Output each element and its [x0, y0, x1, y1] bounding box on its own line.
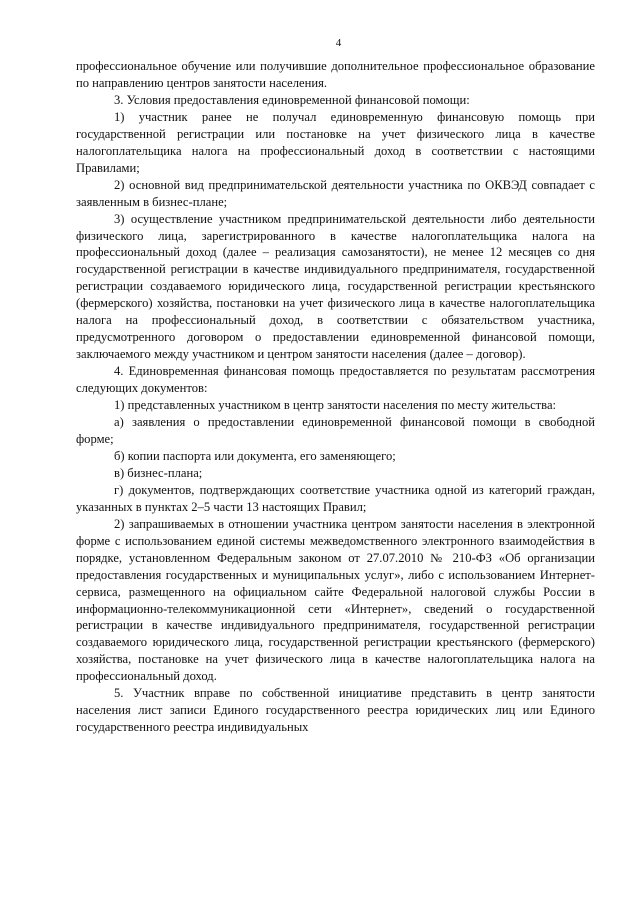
paragraph-4-item-1-b: б) копии паспорта или документа, его заменяющего;	[114, 448, 396, 463]
page-number: 4	[335, 37, 342, 49]
paragraph-section-5: 5. Участник вправе по собственной инициативе представить в центр занятости населения лист записи Единого государственного реестра юридических лиц или Единого государственного реестра индивидуальных	[76, 686, 595, 735]
paragraph-4-item-1: 1) представленных участником в центр занятости населения по месту жительства:	[114, 398, 557, 413]
paragraph-4-item-1-v: в) бизнес-плана;	[114, 465, 203, 480]
paragraph-section-3-heading: 3. Условия предоставления единовременной финансовой помощи:	[114, 92, 470, 107]
paragraph-section-4-heading: 4. Единовременная финансовая помощь предоставляется по результатам рассмотрения следующих документов:	[76, 364, 595, 396]
paragraph-4-item-1-a: а) заявления о предоставлении единовременной финансовой помощи в свободной форме;	[76, 415, 595, 446]
paragraph-3-item-1: 1) участник ранее не получал единовременную финансовую помощь при государственной регистрации или постановке на учет физического лица в качестве налогоплательщика налога на профессиональный доход в соответствии с настоящими Правилами;	[76, 109, 595, 175]
paragraph-3-item-3: 3) осуществление участником предпринимательской деятельности либо деятельности физического лица, зарегистрированного в качестве налогоплательщика налога на профессиональный доход (далее – реализация самозанятости), не менее 12 месяцев со дня государственной регистрации в качестве индивидуального предпринимателя, государственной регистрации создаваемого юридического лица, государственной регистрации крестьянского (фермерского) хозяйства, постановки на учет физического лица в качестве налогоплательщика налога на профессиональный доход, в соответствии с обязательством участника, предусмотренного договором о предоставлении единовременной финансовой помощи, заключаемого между участником и центром занятости населения (далее – договор).	[76, 211, 595, 362]
paragraph-continuation: профессиональное обучение или получившие дополнительное профессиональное образование по направлению центров занятости населения.	[76, 59, 595, 90]
paragraph-4-item-2: 2) запрашиваемых в отношении участника центром занятости населения в электронной форме с использованием единой системы межведомственного электронного взаимодействия в порядке, установленном Федеральным законом от 27.07.2010 № 210-ФЗ «Об организации предоставления государственных и муниципальных услуг», либо с использованием Интернет-сервиса, размещенного на официальном сайте Федеральной налоговой службы России в информационно-телекоммуникационной сети «Интернет», сведений о государственной регистрации в качестве индивидуального предпринимателя, государственной регистрации создаваемого юридического лица, государственной регистрации крестьянского (фермерского) хозяйства, постановке на учет физического лица в качестве налогоплательщика налога на профессиональный доход.	[76, 516, 595, 684]
paragraph-3-item-2: 2) основной вид предпринимательской деятельности участника по ОКВЭД совпадает с заявленным в бизнес-плане;	[76, 177, 595, 209]
paragraph-4-item-1-g: г) документов, подтверждающих соответствие участника одной из категорий граждан, указанных в пунктах 2–5 части 13 настоящих Правил;	[76, 482, 595, 514]
